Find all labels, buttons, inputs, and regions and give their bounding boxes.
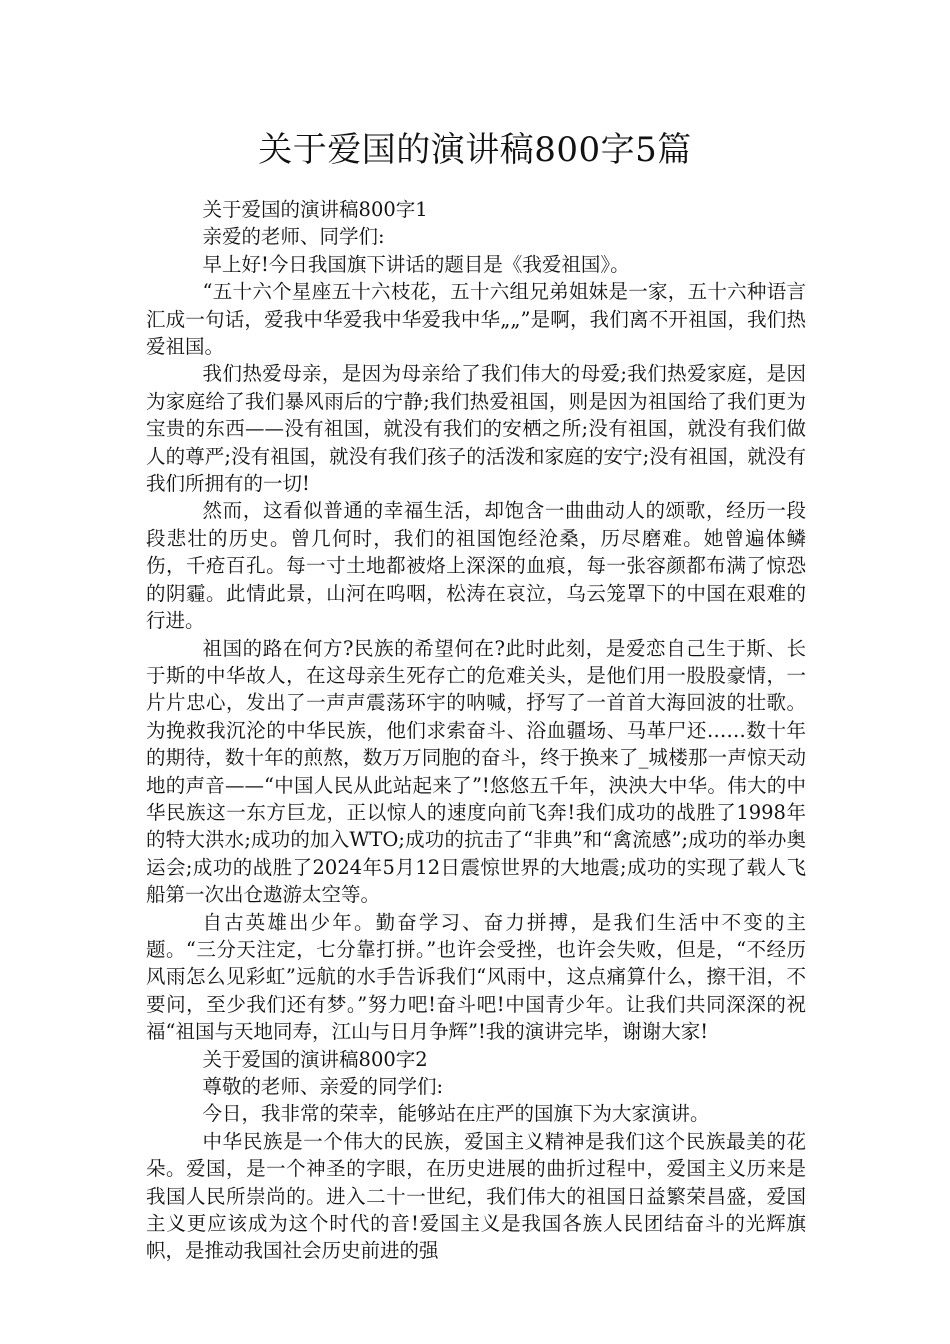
paragraph: 今日，我非常的荣幸，能够站在庄严的国旗下为大家演讲。 <box>202 1102 710 1126</box>
paragraph: 祖国的路在何方?民族的希望何在?此时此刻，是爱恋自己生于斯、长于斯的中华故人，在这母亲生死存亡的危难关头，是他们用一股股豪情，一片片忠心，发出了一声声震荡环宇的呐喊，抒写了一首首大海回波的壮歌。为挽救我沉沦的中华民族，他们求索奋斗、浴血疆场、马革尸还……数十年的期待，数十年的煎熬，数万万同胞的奋斗，终于换来了_城楼那一声惊天动地的声音——“中国人民从此站起来了”!悠悠五千年，泱泱大中华。伟大的中华民族这一东方巨龙，正以惊人的速度向前飞奔!我们成功的战胜了1998年的特大洪水;成功的加入WTO;成功的抗击了“非典”和“禽流感”;成功的举办奥运会;成功的战胜了2024年5月12日震惊世界的大地震;成功的实现了载人飞船第一次出仓遨游太空等。 <box>146 636 806 907</box>
section-heading-2: 关于爱国的演讲稿800字2 <box>202 1047 428 1071</box>
section-heading-1: 关于爱国的演讲稿800字1 <box>202 198 428 221</box>
paragraph: 自古英雄出少年。勤奋学习、奋力拼搏，是我们生活中不变的主题。“三分天注定，七分靠打拼。”也许会受挫，也许会失败，但是，“不经历风雨怎么见彩虹”远航的水手告诉我们“风雨中，这点痛算什么，擦干泪，不要问，至少我们还有梦。”努力吧!奋斗吧!中国青少年。让我们共同深深的祝福“祖国与天地同寿，江山与日月争辉”!我的演讲完毕，谢谢大家! <box>146 910 806 1044</box>
paragraph: “五十六个星座五十六枝花，五十六组兄弟姐妹是一家，五十六种语言汇成一句话，爱我中华爱我中华爱我中华„„”是啊，我们离不开祖国，我们热爱祖国。 <box>146 280 806 359</box>
salutation: 亲爱的老师、同学们: <box>202 225 385 249</box>
document-title: 关于爱国的演讲稿800字5篇 <box>258 130 692 170</box>
salutation: 尊敬的老师、亲爱的同学们: <box>202 1075 444 1098</box>
paragraph: 然而，这看似普通的幸福生活，却饱含一曲曲动人的颂歌，经历一段段悲壮的历史。曾几何时，我们的祖国饱经沧桑，历尽磨难。她曾遍体鳞伤，千疮百孔。每一寸土地都被烙上深深的血痕，每一张容颜都布满了惊恐的阴霾。此情此景，山河在呜咽，松涛在哀泣，乌云笼罩下的中国在艰难的行进。 <box>146 499 806 633</box>
document-body <box>146 196 806 1265</box>
paragraph: 我们热爱母亲，是因为母亲给了我们伟大的母爱;我们热爱家庭，是因为家庭给了我们暴风雨后的宁静;我们热爱祖国，则是因为祖国给了我们更为宝贵的东西——没有祖国，就没有我们的安栖之所;没有祖国，就没有我们做人的尊严;没有祖国，就没有我们孩子的活泼和家庭的安宁;没有祖国，就没有我们所拥有的一切! <box>146 362 806 496</box>
paragraph: 中华民族是一个伟大的民族，爱国主义精神是我们这个民族最美的花朵。爱国，是一个神圣的字眼，在历史进展的曲折过程中，爱国主义历来是我国人民所崇尚的。进入二十一世纪，我们伟大的祖国日益繁荣昌盛，爱国主义更应该成为这个时代的音!爱国主义是我国各族人民团结奋斗的光辉旗帜，是推动我国社会历史前进的强 <box>146 1129 806 1263</box>
paragraph: 早上好!今日我国旗下讲话的题目是《我爱祖国》。 <box>202 252 630 276</box>
